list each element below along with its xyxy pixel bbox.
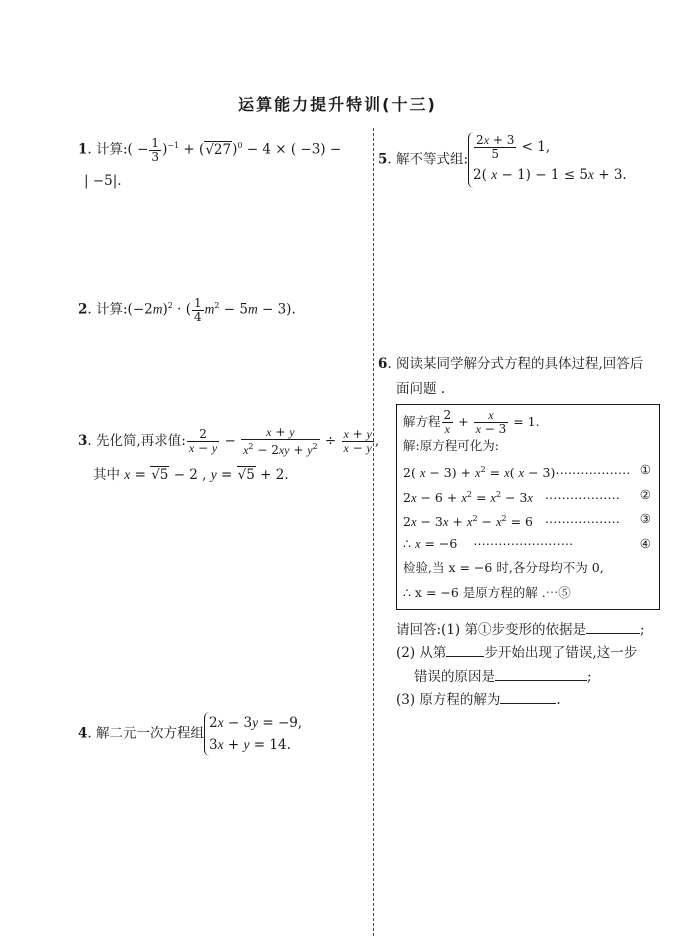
box-step-4: ∴ x = −6 ⋯⋯⋯⋯⋯⋯⋯⋯ ④: [403, 535, 651, 551]
question-number: 3: [78, 433, 88, 449]
fraction: $\frac{2}{x}$: [443, 408, 452, 436]
box-check: 检验,当 x = −6 时,各分母均不为 0,: [403, 560, 604, 575]
question-1-line2: | −5|.: [84, 173, 122, 189]
answer-line-3: 错误的原因是 ;: [414, 669, 592, 685]
answer-line-4: (3) 原方程的解为 .: [396, 692, 561, 708]
question-text: . 计算:(: [87, 301, 133, 318]
question-text: . 解不等式组:: [387, 151, 469, 168]
fraction: $\frac{1}{3}$: [151, 135, 160, 164]
question-number: 2: [78, 301, 88, 318]
question-6: [378, 354, 643, 374]
question-text: . 阅读某同学解分式方程的具体过程,回答后: [387, 356, 644, 372]
inequality-system: $\frac{2x + 3}{5}$ < 1, 2( x − 1) − 1 ≤ 5x + 3.: [468, 132, 627, 188]
fraction: $\frac{1}{4}$: [193, 295, 202, 324]
box-step-3: $2x - 3x + x^2 - x^2 = 6$ ⋯⋯⋯⋯⋯⋯ ③: [403, 511, 651, 530]
question-number: 5: [378, 151, 388, 168]
question-3: 3. 先化简,再求值: $\frac{2}{x - y}$ − $\frac{x + y}{x^2 - 2xy + y^2}$ ÷ $\frac{x + y}{x - y}$ ,: [78, 425, 380, 457]
answer-blank-2[interactable]: [446, 656, 484, 657]
question-2: 2. 计算$:(-2m)^2$ · ( $\frac{1}{4}$ $m^2 - 5m - 3$).: [78, 295, 296, 324]
page-title: 运算能力提升特训(十三): [238, 95, 437, 114]
answer-blank-1[interactable]: [586, 633, 640, 634]
box-step-1: 2( $x - 3) + x^2 = x$( x − 3)⋯⋯⋯⋯⋯⋯ ①: [403, 462, 651, 481]
question-3-condition: 其中 x = √5 − 2 , y = √5 + 2.: [93, 467, 289, 483]
question-number: 4: [78, 725, 88, 742]
answer-blank-3[interactable]: [495, 680, 587, 681]
fraction: $\frac{x + y}{x - y}$: [343, 427, 372, 455]
question-number: 1: [78, 141, 88, 158]
solution-box: [396, 404, 660, 610]
fraction: $\frac{2x + 3}{5}$: [476, 133, 515, 161]
fraction: $\frac{2}{x - y}$: [188, 427, 218, 455]
fraction: $\frac{x + y}{x^2 - 2xy + y^2}$: [243, 425, 318, 457]
fraction: $\frac{x}{x - 3}$: [475, 408, 507, 436]
question-1: 1. 计算:( − $\frac{1}{3}$ )$^{-1} + (√27)^0 - 4$ × ( −3) −: [78, 135, 342, 164]
question-text: . 计算:(: [87, 141, 133, 158]
answer-blank-4[interactable]: [500, 703, 556, 704]
column-divider: [373, 128, 374, 936]
question-6-line2: 面问题 .: [396, 381, 446, 397]
answer-line-2: (2) 从第 步开始出现了错误,这一步: [396, 645, 638, 661]
question-text: . 先化简,再求值:: [87, 433, 186, 449]
box-step-intro: 解:原方程可化为:: [403, 437, 499, 453]
box-step-2: $2x - 6 + x^2 = x^2 - 3x$ ⋯⋯⋯⋯⋯⋯ ②: [403, 486, 651, 505]
question-text: . 解二元一次方程组: [87, 725, 204, 742]
box-equation: 解方程 $\frac{2}{x}$ + $\frac{x}{x - 3}$ = 1.: [403, 408, 540, 436]
equation-system: 2x − 3y = −9, 3x + y = 14.: [204, 712, 302, 756]
answer-line-1: 请回答:(1) 第①步变形的依据是 ;: [396, 622, 645, 638]
question-4: [78, 712, 302, 756]
question-number: 6: [378, 356, 388, 372]
box-conclusion: ∴ x = −6 是原方程的解 .⋯⑤: [403, 584, 571, 600]
question-5: [378, 132, 627, 188]
